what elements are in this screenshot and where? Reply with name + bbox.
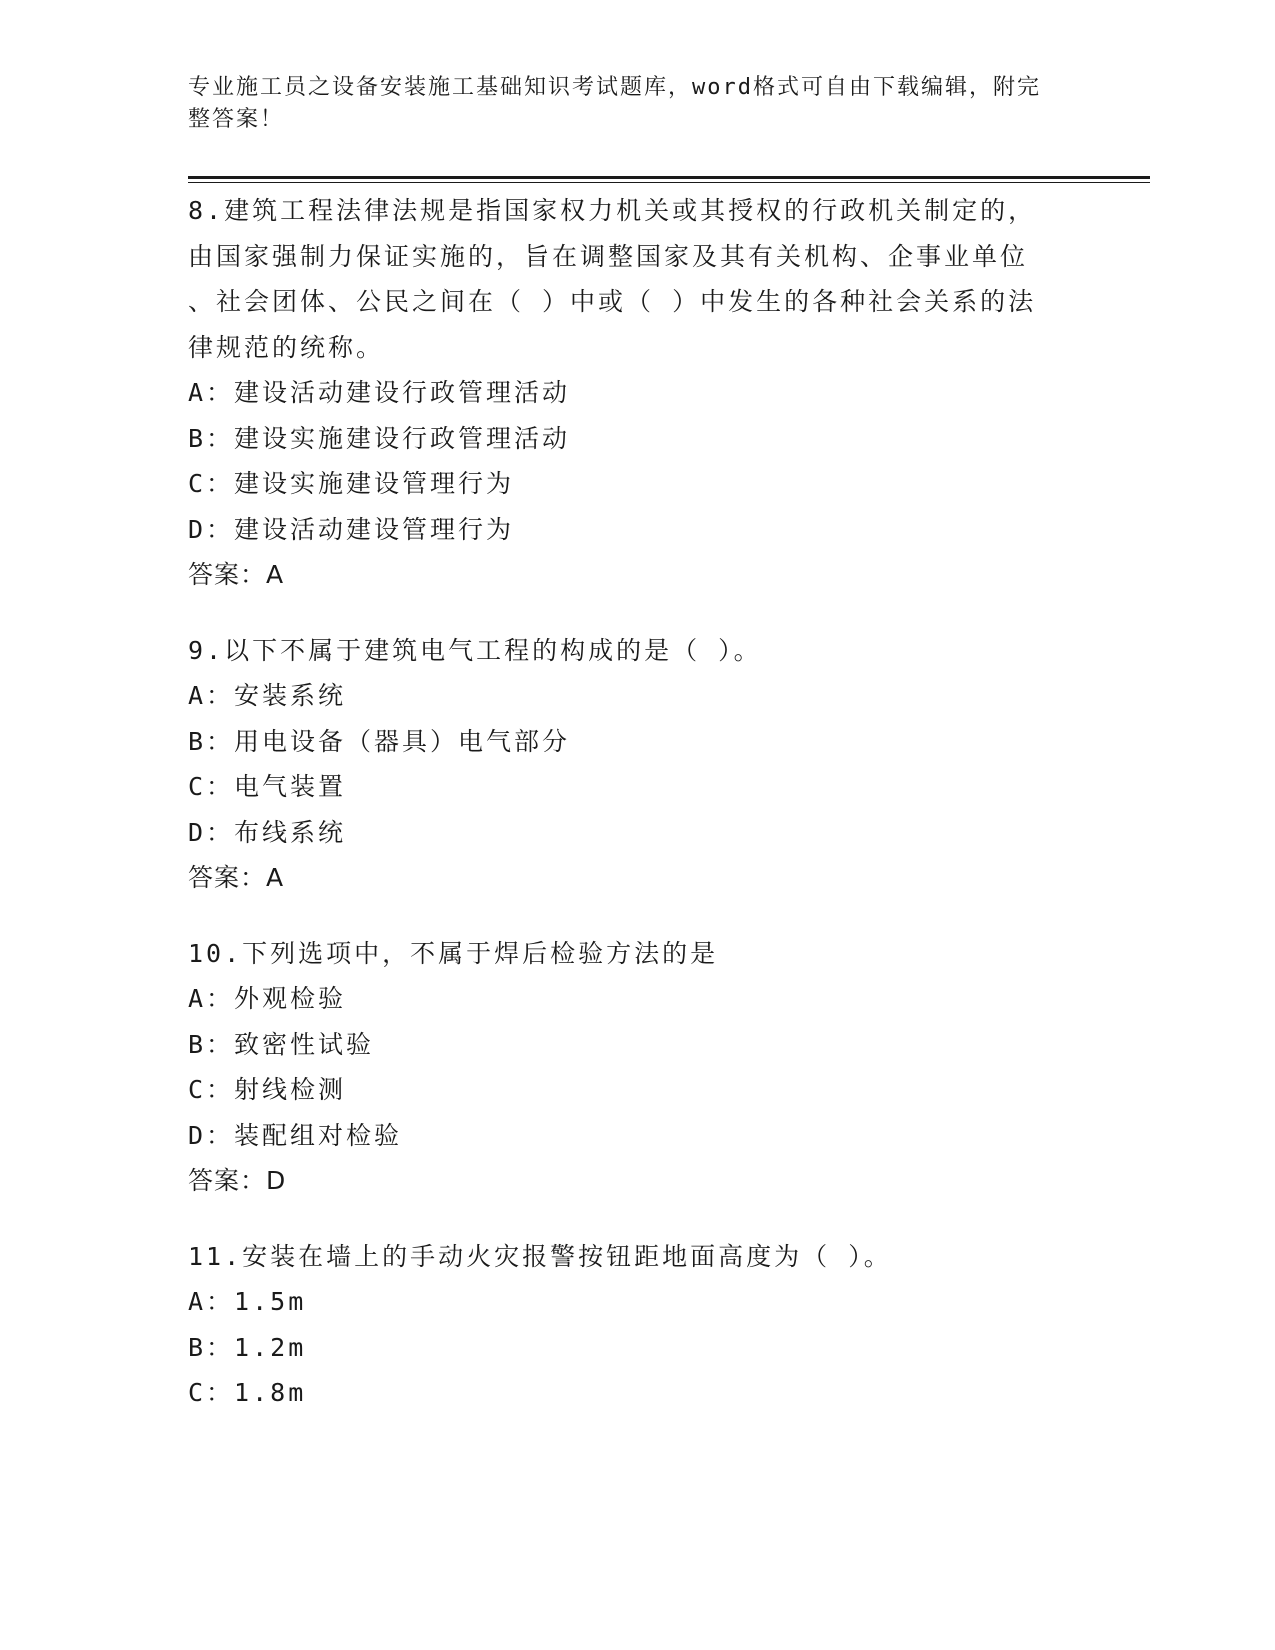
option-a: A：建设活动建设行政管理活动 [188,378,571,407]
option-d: D：布线系统 [188,817,347,847]
option-a: A：1.5m [188,1287,307,1316]
option-c: C：射线检测 [188,1075,347,1104]
answer: 答案：A [188,560,285,589]
header-title-line-2: 整答案！ [188,107,285,132]
question-stem-line: 11.安装在墙上的手动火灾报警按钮距地面高度为（ ）。 [188,1241,892,1271]
header-divider-thick [188,176,1150,179]
question-stem-line: 10.下列选项中，不属于焊后检验方法的是 [188,938,719,968]
option-c: C：电气装置 [188,772,347,801]
option-d: D：装配组对检验 [188,1120,403,1150]
option-d: D：建设活动建设管理行为 [188,514,515,544]
option-b: B：致密性试验 [188,1029,375,1059]
question-list [188,188,1068,1446]
answer: 答案：A [188,863,285,892]
answer: 答案：D [188,1166,287,1195]
header-divider-thin [188,182,1150,183]
option-c: C：建设实施建设管理行为 [188,469,515,498]
question-stem-line: 由国家强制力保证实施的，旨在调整国家及其有关机构、企事业单位 [188,241,1029,271]
option-b: B：建设实施建设行政管理活动 [188,423,571,453]
option-a: A：安装系统 [188,681,347,710]
option-c: C：1.8m [188,1378,307,1407]
option-b: B：用电设备（器具）电气部分 [188,726,571,756]
question-stem-line: 8.建筑工程法律法规是指国家权力机关或其授权的行政机关制定的， [188,196,1037,225]
question-stem-line: 9.以下不属于建筑电气工程的构成的是（ ）。 [188,635,762,665]
option-b: B：1.2m [188,1332,307,1362]
question-11 [188,1234,1068,1416]
header-title-line-1: 专业施工员之设备安装施工基础知识考试题库，word格式可自由下载编辑，附完 [188,75,1041,100]
question-8 [188,188,1068,598]
question-9 [188,628,1068,901]
question-10 [188,931,1068,1204]
document-header [188,72,1068,136]
option-a: A：外观检验 [188,984,347,1013]
question-stem-line: 律规范的统称。 [188,332,385,362]
question-stem-line: 、社会团体、公民之间在（ ）中或（ ）中发生的各种社会关系的法 [188,287,1037,316]
